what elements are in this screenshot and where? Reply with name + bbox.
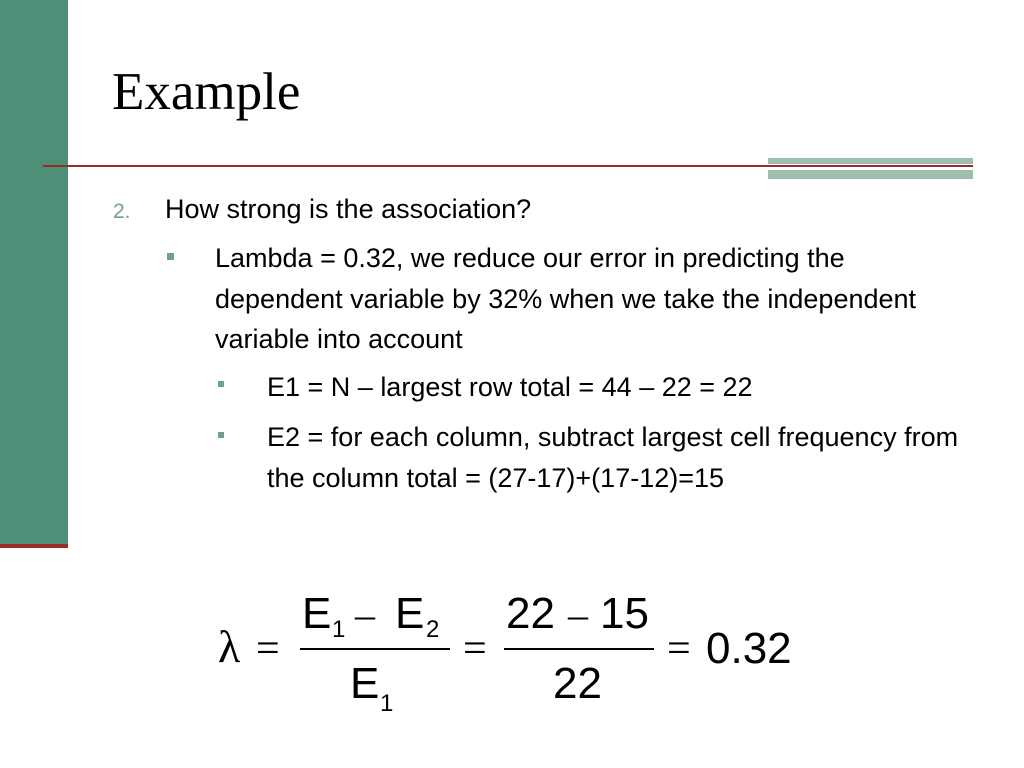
- minus-sign: –: [355, 592, 375, 637]
- left-accent-bar-underline: [0, 544, 68, 548]
- nested-list-item-e1: E1 = N – largest row total = 44 – 22 = 22: [267, 372, 753, 402]
- numerator-value: 22: [506, 589, 555, 638]
- sub-list-item-text: Lambda = 0.32, we reduce our error in predicting the dependent variable by 32% when we take the independent variable into account: [215, 243, 917, 354]
- fraction-bar: [504, 648, 654, 650]
- numerator-e: E: [395, 589, 425, 638]
- corner-accent-block-bottom: [768, 170, 973, 179]
- equals-sign: =: [463, 626, 487, 672]
- fraction-bar: [300, 648, 450, 650]
- denominator-subscript: 1: [380, 690, 394, 717]
- lambda-formula: [210, 585, 810, 725]
- minus-sign: –: [568, 592, 588, 637]
- denominator-e: E: [350, 659, 380, 708]
- title-divider: [43, 165, 973, 167]
- corner-accent-block-top: [768, 158, 973, 164]
- left-accent-bar: [0, 0, 68, 547]
- numerator-e: E: [302, 589, 332, 638]
- square-bullet-icon: [218, 432, 224, 438]
- equals-sign: =: [667, 626, 691, 672]
- square-bullet-icon: [167, 253, 174, 260]
- list-item-number: 2.: [113, 200, 131, 223]
- nested-list-item-e2: E2 = for each column, subtract largest cell frequency from the column total = (27-17)+(17-12)=15: [267, 422, 959, 493]
- denominator-value: 22: [553, 659, 602, 708]
- numerator-value: 15: [600, 589, 649, 638]
- lambda-symbol: λ: [218, 621, 241, 672]
- list-item-text: How strong is the association?: [165, 194, 532, 224]
- slide-title: Example: [112, 63, 301, 121]
- square-bullet-icon: [218, 381, 224, 387]
- formula-result: 0.32: [706, 624, 792, 673]
- numerator-subscript: 1: [332, 616, 346, 643]
- equals-sign: =: [256, 626, 280, 672]
- formula-svg: [210, 585, 810, 725]
- numerator-subscript: 2: [426, 616, 440, 643]
